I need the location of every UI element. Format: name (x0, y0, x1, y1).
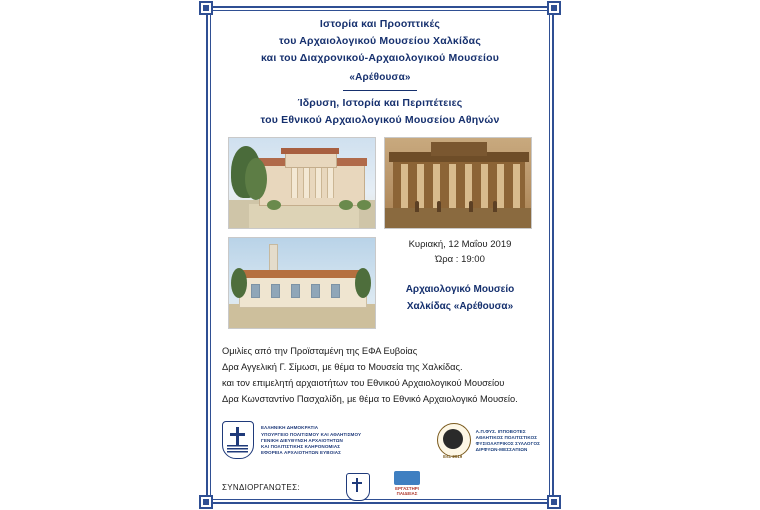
ergastiri-paideias-logo-icon (386, 471, 428, 501)
club-organizer (435, 421, 540, 461)
club-line-1: Α.Π.ΦΥΣ. ΙΠΠΟΒΟΤΕΣ (475, 428, 526, 434)
hellenic-republic-emblem-icon (222, 421, 256, 461)
speaker-line-4: Δρα Κωνσταντίνο Πασχαλίδη, με θέμα το Εθνικό Αρχαιολογικό Μουσείο. (222, 394, 518, 404)
arethousa-museum-photo (228, 237, 376, 329)
ministry-organizer-text (261, 425, 361, 456)
ministry-line-1: ΕΛΛΗΝΙΚΗ ΔΗΜΟΚΡΑΤΙΑ (261, 425, 319, 431)
title-line-3: και του Διαχρονικού-Αρχαιολογικού Μουσείου (260, 52, 500, 64)
organizers-block (216, 421, 544, 499)
frame-corner-bottom-right (547, 495, 561, 509)
subtitle-line-2: του Εθνικού Αρχαιολογικού Μουσείου Αθηνών (260, 114, 500, 126)
subtitle-line-1: Ίδρυση, Ιστορία και Περιπέτειες (297, 97, 463, 109)
event-venue-line-1: Αρχαιολογικό Μουσείο (405, 284, 515, 295)
title-line-4: «Αρέθουσα» (349, 72, 411, 83)
poster-photo-group (216, 137, 544, 312)
municipality-emblem-icon (346, 473, 370, 501)
frame-corner-bottom-left (199, 495, 213, 509)
club-emblem-year: Est. 2019 (443, 454, 463, 459)
ergastiri-line-1: ΕΡΓΑΣΤΗΡΙ (395, 486, 419, 491)
title-line-2: του Αρχαιολογικού Μουσείου Χαλκίδας (279, 35, 481, 47)
coorganizers-logos (346, 471, 428, 501)
club-line-4: ΔΙΡΦΥΩΝ-ΜΕΣΣΑΠΙΩΝ (475, 447, 528, 453)
club-line-3: ΦΥΣΙΟΛΑΤΡΙΚΟΣ ΣΥΛΛΟΓΟΣ (475, 441, 540, 446)
ministry-organizer (222, 421, 361, 461)
ministry-line-4: ΚΑΙ ΠΟΛΙΤΙΣΤΙΚΗΣ ΚΛΗΡΟΝΟΜΙΑΣ (261, 444, 341, 450)
frame-corner-top-right (547, 1, 561, 15)
event-time: Ώρα : 19:00 (435, 254, 485, 265)
title-divider (343, 90, 417, 91)
event-venue-line-2: Χαλκίδας «Αρέθουσα» (406, 301, 514, 312)
poster-content (216, 12, 544, 498)
speaker-line-2: Δρα Αγγελική Γ. Σίμωσι, με θέμα το Μουσεία της Χαλκίδας. (222, 362, 463, 372)
ministry-line-5: ΕΦΟΡΕΙΑ ΑΡΧΑΙΟΤΗΤΩΝ ΕΥΒΟΙΑΣ (261, 450, 342, 456)
title-line-1: Ιστορία και Προοπτικές (319, 18, 441, 30)
club-organizer-text (476, 429, 540, 454)
event-details (384, 237, 536, 315)
speaker-line-1: Ομιλίες από την Προϊσταμένη της ΕΦΑ Ευβοίας (222, 346, 418, 356)
frame-corner-top-left (199, 1, 213, 15)
club-line-2: ΑΘΛΗΤΙΚΟΣ ΠΟΛΙΤΙΣΤΙΚΟΣ (475, 434, 538, 440)
national-archaeological-museum-photo (384, 137, 532, 229)
ministry-line-3: ΓΕΝΙΚΗ ΔΙΕΥΘΥΝΣΗ ΑΡΧΑΙΟΤΗΤΩΝ (261, 437, 343, 443)
ippovotes-club-emblem-icon (435, 421, 471, 461)
ministry-line-2: ΥΠΟΥΡΓΕΙΟ ΠΟΛΙΤΙΣΜΟΥ ΚΑΙ ΑΘΛΗΤΙΣΜΟΥ (261, 431, 362, 437)
coorganizers-label: ΣΥΝΔΙΟΡΓΑΝΩΤΕΣ: (222, 483, 300, 492)
ergastiri-line-2: ΠΑΙΔΕΙΑΣ (396, 491, 418, 496)
archaeological-museum-chalkida-photo (228, 137, 376, 229)
speakers-block (216, 343, 544, 407)
event-date: Κυριακή, 12 Μαΐου 2019 (408, 239, 512, 250)
speaker-line-3: και τον επιμελητή αρχαιοτήτων του Εθνικού Αρχαιολογικού Μουσείου (222, 378, 505, 388)
poster-title-block (216, 12, 544, 129)
